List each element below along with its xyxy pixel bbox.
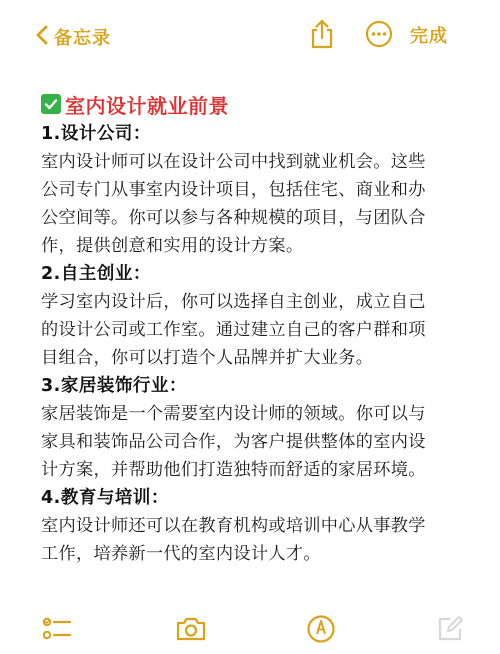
markup-button[interactable] — [304, 614, 338, 648]
more-button[interactable] — [363, 20, 395, 52]
check-mark-icon — [41, 94, 61, 114]
section-body — [41, 148, 471, 260]
body-line: 计方案，并帮助他们打造独特而舒适的家居环境。 — [41, 460, 426, 480]
section-body — [41, 288, 471, 372]
section-heading: 4.教育与培训： — [41, 488, 169, 508]
body-line: 室内设计师还可以在教育机构或培训中心从事教学 — [41, 516, 426, 536]
note-title — [41, 88, 471, 120]
section-heading: 1.设计公司： — [41, 124, 151, 144]
compose-button[interactable] — [433, 614, 467, 648]
body-line: 作，提供创意和实用的设计方案。 — [41, 236, 304, 256]
camera-button[interactable] — [174, 614, 208, 648]
checklist-icon — [42, 615, 72, 647]
back-label: 备忘录 — [54, 28, 111, 49]
chevron-left-icon — [36, 25, 48, 49]
camera-icon — [175, 616, 207, 646]
done-button[interactable]: 完成 — [410, 26, 448, 47]
note-content[interactable] — [41, 88, 471, 568]
share-button[interactable] — [306, 20, 338, 52]
share-icon — [310, 19, 334, 53]
section-self-employment — [41, 260, 471, 372]
markup-pen-icon — [306, 614, 336, 648]
body-line: 室内设计师可以在设计公司中找到就业机会。这些 — [41, 152, 426, 172]
body-line: 学习室内设计后，你可以选择自主创业，成立自己 — [41, 292, 426, 312]
note-title-text: 室内设计就业前景 — [65, 93, 229, 118]
checklist-button[interactable] — [40, 614, 74, 648]
body-line: 工作，培养新一代的室内设计人才。 — [41, 544, 321, 564]
compose-icon — [436, 615, 464, 647]
section-design-company — [41, 120, 471, 260]
body-line: 公空间等。你可以参与各种规模的项目，与团队合 — [41, 208, 426, 228]
body-line: 目组合，你可以打造个人品牌并扩大业务。 — [41, 348, 374, 368]
section-education — [41, 484, 471, 568]
section-heading: 2.自主创业： — [41, 264, 151, 284]
section-body — [41, 400, 471, 484]
body-line: 家具和装饰品公司合作，为客户提供整体的室内设 — [41, 432, 426, 452]
back-button[interactable] — [36, 22, 111, 52]
section-heading: 3.家居装饰行业： — [41, 376, 187, 396]
body-line: 公司专门从事室内设计项目，包括住宅、商业和办 — [41, 180, 426, 200]
section-body — [41, 512, 471, 568]
body-line: 家居装饰是一个需要室内设计师的领域。你可以与 — [41, 404, 426, 424]
body-line: 的设计公司或工作室。通过建立自己的客户群和项 — [41, 320, 426, 340]
navigation-bar — [0, 0, 500, 74]
section-home-decor — [41, 372, 471, 484]
more-icon — [365, 20, 393, 52]
bottom-toolbar — [0, 610, 500, 654]
